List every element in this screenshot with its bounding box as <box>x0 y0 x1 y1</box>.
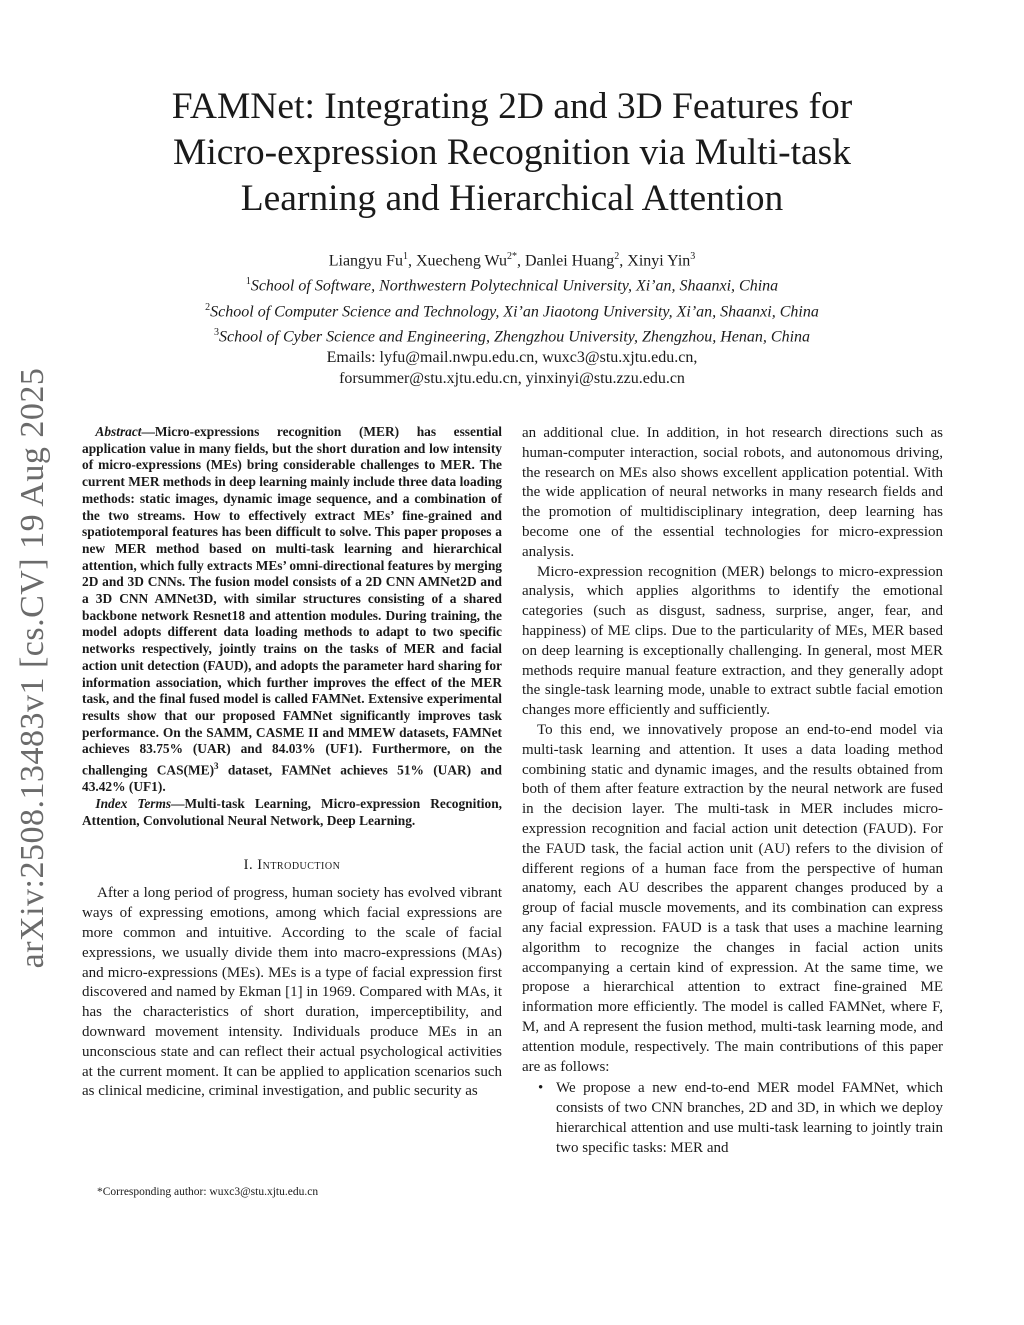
abstract-text-end: dataset, FAMNet achieves 51% (UAR) and 43.42% (UF1). <box>82 762 502 795</box>
affiliation-text: School of Software, Northwestern Polytechnical University, Xi’an, Shaanxi, China <box>250 277 779 295</box>
left-column <box>82 424 502 1102</box>
intro-paragraph: After a long period of progress, human society has evolved vibrant ways of expressing emotions, among which facial expressions are more common and intuitive. According to the scale of facial expressions, we usually divide them into macro-expressions (MAs) and micro-expressions (MEs). MEs is a type of facial expression first discovered and named by Ekman [1] in 1969. Compared with MAs, it has the characteristics of short duration, imperceptibility, and downward movement intensity. Individuals produce MEs in an unconscious state and can reflect their actual psychological activities at the current moment. It can be applied to application scenarios such as clinical medicine, criminal investigation, and public security as <box>82 885 502 1100</box>
emails-line-1: Emails: lyfu@mail.nwpu.edu.cn, wuxc3@stu.xjtu.edu.cn, <box>326 349 698 367</box>
title-line-2: Micro-expression Recognition via Multi-task <box>172 132 851 173</box>
abstract-text: —Micro-expressions recognition (MER) has essential application value in many fields, but the short duration and low intensity of micro-expressions (MEs) bring considerable challenges to MER. The current MER methods in deep learning mainly include three data loading methods: static images, dynamic image sequence, and a combination of the two streams. How to effectively extract MEs’ fine-grained and spatiotemporal features has been difficult to solve. This paper proposes a new MER method based on multi-task learning and hierarchical attention, which fully extracts MEs’ omni-directional features by merging 2D and 3D CNNs. The fusion model consists of a 2D CNN AMNet2D and a 3D CNN AMNet3D, with similar structures consisting of a shared backbone network Resnet18 and attention modules. During training, the model adopts different data loading methods to adapt to two specific networks respectively, jointly trains on the tasks of MER and facial action unit detection (FAUD), and adopts the parameter hard sharing for information association, which further improves the effect of the MER task, and the final fused model is called FAMNet. Extensive experimental results show that our proposed FAMNet significantly improves task performance. On the SAMM, CASME II and MMEW datasets, FAMNet achieves 83.75% (UAR) and 84.03% (UF1). Furthermore, on the challenging CAS(ME) <box>82 424 502 778</box>
title-line-3: Learning and Hierarchical Attention <box>240 178 784 219</box>
author-sep: , <box>516 252 525 270</box>
affiliation-text: School of Cyber Science and Engineering, Zhengzhou University, Zhengzhou, Henan, China <box>218 328 811 346</box>
affiliation-text: School of Computer Science and Technology, Xi’an Jiaotong University, Xi’an, Shaanxi, China <box>210 302 819 320</box>
author-sup: 2* <box>506 251 517 262</box>
abstract-paragraph <box>82 424 502 796</box>
list-item-text: We propose a new end-to-end MER model FAMNet, which consists of two CNN branches, 2D and 3D, in which we deploy hierarchical attention and use multi-task learning to jointly train two specific tasks: MER and <box>556 1080 943 1156</box>
author-sup: 1 <box>402 251 408 262</box>
affiliation-2 <box>100 297 924 322</box>
index-terms-text: —Multi-task Learning, Micro-expression Recognition, Attention, Convolutional Neural Network, Deep Learning. <box>82 795 502 828</box>
author-names <box>100 246 924 271</box>
abstract-label: Abstract <box>95 424 142 439</box>
section-heading <box>82 857 502 874</box>
author-sep: , <box>619 252 628 270</box>
section-title: Introduction <box>257 857 341 874</box>
section-number: I. <box>243 857 254 874</box>
index-terms <box>82 796 502 829</box>
body-paragraph: an additional clue. In addition, in hot research directions such as human-computer interaction, social robots, and autonomous driving, the research on MEs also shows excellent application potential. With the wide application of neural networks in many research fields and the promotion of multidisciplinary integration, deep learning has become one of the essential technologies for micro-expression analysis. <box>522 425 943 560</box>
affiliation-sup: 3 <box>213 326 219 338</box>
author-sep: , <box>407 252 416 270</box>
arxiv-sidebar <box>8 368 58 968</box>
body-paragraph: Micro-expression recognition (MER) belongs to micro-expression analysis, which applies algorithms to identify the emotional categories (such as disgust, sadness, surprise, anger, fear, and happiness) of ME clips. Due to the particularity of MEs, MER based on deep learning is exceptionally challenging. In general, most MER methods require manual feature extraction, and they generally adopt the single-task learning mode, unable to extract subtle facial emotion changes more efficiently and sufficiently. <box>522 563 943 719</box>
author-name: Liangyu Fu <box>328 252 403 270</box>
abstract <box>82 424 502 829</box>
affiliation-sup: 1 <box>245 276 251 288</box>
right-column <box>522 424 943 1158</box>
author-name: Xuecheng Wu <box>415 252 507 270</box>
list-item <box>538 1079 943 1158</box>
author-name: Danlei Huang <box>524 252 615 270</box>
bullet-icon: • <box>538 1080 544 1097</box>
title-line-1: FAMNet: Integrating 2D and 3D Features for <box>171 86 853 127</box>
body-paragraph: To this end, we innovatively propose an end-to-end model via multi-task learning and attention. It uses a data loading method combining static and dynamic images, and the results obtained from both of them after feature extraction by the neural network are fused in the decision layer. The multi-task in MER includes micro-expression recognition and facial action unit detection (FAUD). For the FAUD task, the facial action unit (AU) refers to the division of different regions of a human face from the perspective of human anatomy, each AU describes the apparent changes produced by a group of facial muscle movements, and its combination can express any facial expression. FAUD is a task that uses a machine learning algorithm to recognize the changes in facial action units accompanying a certain kind of expression. At the same time, we propose a hierarchical attention to extract fine-grained ME information more efficiently. The model is called FAMNet, where F, M, and A represent the fusion method, multi-task learning mode, and attention module, respectively. The main contributions of this paper are as follows: <box>522 721 943 1075</box>
footnote: *Corresponding author: wuxc3@stu.xjtu.edu.cn <box>97 1186 319 1198</box>
author-sup: 2 <box>614 251 620 262</box>
author-name: Xinyi Yin <box>627 252 691 270</box>
affiliation-3 <box>100 322 924 347</box>
index-terms-label: Index Terms <box>95 795 172 811</box>
contributions-list <box>522 1079 943 1158</box>
author-sup: 3 <box>690 251 696 262</box>
affiliation-sup: 2 <box>205 301 211 313</box>
paper-title <box>100 84 924 222</box>
arxiv-identifier: arXiv:2508.13483v1 [cs.CV] 19 Aug 2025 <box>14 367 51 969</box>
affiliation-1 <box>100 271 924 296</box>
abstract-sup: 3 <box>214 761 219 772</box>
emails-line-2: forsummer@stu.xjtu.edu.cn, yinxinyi@stu.zzu.edu.cn <box>339 370 685 388</box>
author-block <box>100 246 924 389</box>
